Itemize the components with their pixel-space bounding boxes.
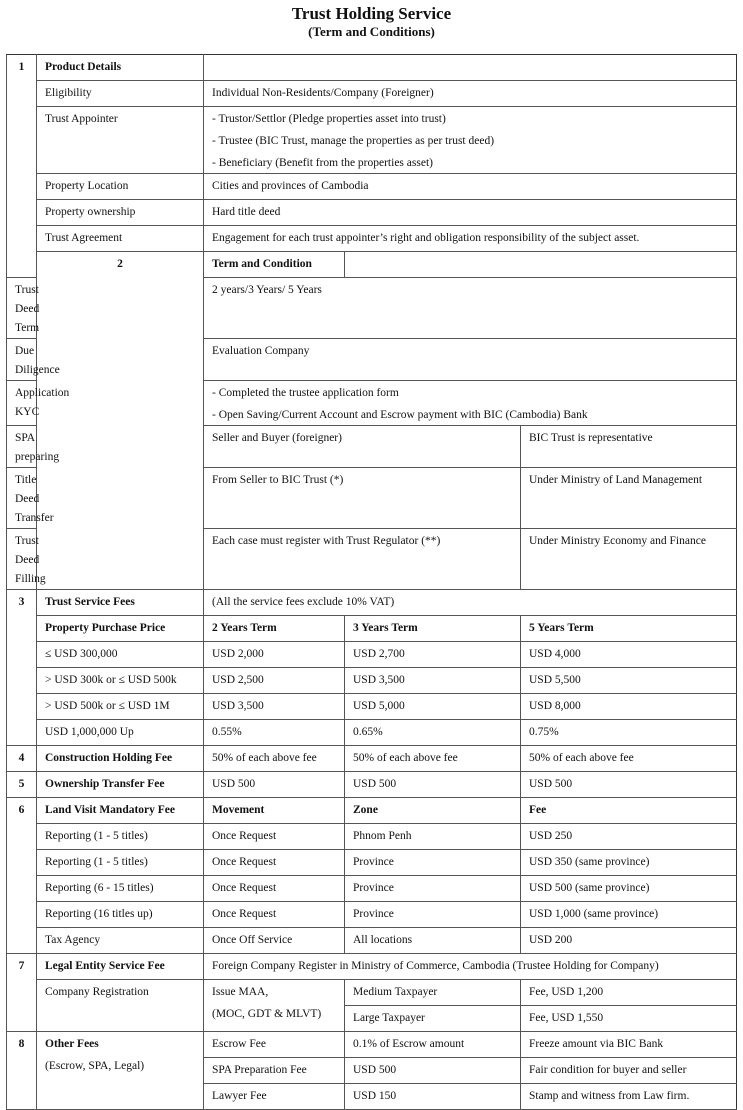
table-row — [7, 902, 737, 928]
list-item: - Beneficiary (Benefit from the properties asset) — [212, 157, 433, 169]
row-value: From Seller to BIC Trust (*) — [204, 468, 521, 529]
fee-5y: USD 4,000 — [521, 642, 737, 668]
list-item: - Trustee (BIC Trust, manage the properties as per trust deed) — [212, 135, 495, 147]
row-label: Trust Appointer — [37, 107, 204, 174]
visit-type: Tax Agency — [37, 928, 204, 954]
section-note: Foreign Company Register in Ministry of Commerce, Cambodia (Trustee Holding for Company) — [204, 954, 737, 980]
section-number: 2 — [37, 252, 204, 590]
section-title: Legal Entity Service Fee — [37, 954, 204, 980]
row-label: Trust Deed Term — [7, 278, 37, 339]
terms-table — [6, 54, 737, 1110]
taxpayer-type: Medium Taxpayer — [345, 980, 521, 1006]
fee-3y: USD 500 — [345, 772, 521, 798]
empty-cell — [345, 252, 737, 278]
movement: Once Request — [204, 824, 345, 850]
fee-note: Freeze amount via BIC Bank — [521, 1032, 737, 1058]
section-number: 7 — [7, 954, 37, 1032]
section-1-header-row — [7, 55, 737, 81]
row-label: Property Location — [37, 174, 204, 200]
fee-note: Fair condition for buyer and seller — [521, 1058, 737, 1084]
document-header — [0, 4, 743, 40]
fee-note: Stamp and witness from Law firm. — [521, 1084, 737, 1110]
table-row — [7, 850, 737, 876]
section-title: Land Visit Mandatory Fee — [37, 798, 204, 824]
row-value: Hard title deed — [204, 200, 737, 226]
table-row — [7, 824, 737, 850]
row-value-list — [204, 107, 737, 174]
fee: Fee, USD 1,200 — [521, 980, 737, 1006]
fee-5y: USD 5,500 — [521, 668, 737, 694]
section-number: 4 — [7, 746, 37, 772]
fee-amount: USD 150 — [345, 1084, 521, 1110]
fee: USD 500 (same province) — [521, 876, 737, 902]
table-row — [7, 876, 737, 902]
row-value-list — [204, 381, 737, 426]
column-header: 3 Years Term — [345, 616, 521, 642]
fee-5y: USD 8,000 — [521, 694, 737, 720]
row-note: BIC Trust is representative — [521, 426, 737, 468]
section-number: 6 — [7, 798, 37, 954]
section-subtitle: (Escrow, SPA, Legal) — [45, 1060, 145, 1072]
fee-2y: USD 3,500 — [204, 694, 345, 720]
table-row — [7, 81, 737, 107]
row-label: Eligibility — [37, 81, 204, 107]
visit-type: Reporting (1 - 5 titles) — [37, 850, 204, 876]
row-note: Under Ministry of Land Management — [521, 468, 737, 529]
section-title: Trust Service Fees — [37, 590, 204, 616]
fee-5y: 50% of each above fee — [521, 746, 737, 772]
row-value: Evaluation Company — [204, 339, 737, 381]
row-value: Cities and provinces of Cambodia — [204, 174, 737, 200]
movement: Once Off Service — [204, 928, 345, 954]
table-row — [7, 980, 737, 1006]
fee-3y: 50% of each above fee — [345, 746, 521, 772]
table-row — [7, 720, 737, 746]
issue-cell — [204, 980, 345, 1032]
column-header: 5 Years Term — [521, 616, 737, 642]
fee: USD 250 — [521, 824, 737, 850]
row-value: Individual Non-Residents/Company (Foreigner) — [204, 81, 737, 107]
issue-line: (MOC, GDT & MLVT) — [212, 1008, 322, 1020]
zone: Province — [345, 876, 521, 902]
fee-name: Lawyer Fee — [204, 1084, 345, 1110]
row-label: SPA preparing — [7, 426, 37, 468]
row-label: Application KYC — [7, 381, 37, 426]
fee-2y: USD 500 — [204, 772, 345, 798]
fee-amount: USD 500 — [345, 1058, 521, 1084]
zone: All locations — [345, 928, 521, 954]
fee-3y: USD 3,500 — [345, 668, 521, 694]
section-8-row — [7, 1032, 737, 1058]
column-header: Fee — [521, 798, 737, 824]
section-7-header-row — [7, 954, 737, 980]
list-item: - Completed the trustee application form — [212, 387, 399, 399]
row-label: Trust Agreement — [37, 226, 204, 252]
table-row — [7, 174, 737, 200]
column-header: Zone — [345, 798, 521, 824]
fee-3y: USD 2,700 — [345, 642, 521, 668]
row-note: Under Ministry Economy and Finance — [521, 529, 737, 590]
table-row — [7, 668, 737, 694]
document-title: Trust Holding Service — [291, 4, 452, 23]
movement: Once Request — [204, 902, 345, 928]
price-tier: USD 1,000,000 Up — [37, 720, 204, 746]
fee-2y: USD 2,500 — [204, 668, 345, 694]
section-6-header-row — [7, 798, 737, 824]
table-row — [7, 642, 737, 668]
row-label: Property ownership — [37, 200, 204, 226]
row-label: Company Registration — [37, 980, 204, 1032]
section-title: Other Fees — [45, 1038, 99, 1050]
visit-type: Reporting (16 titles up) — [37, 902, 204, 928]
table-row — [7, 107, 737, 174]
fee: USD 350 (same province) — [521, 850, 737, 876]
column-header: Property Purchase Price — [37, 616, 204, 642]
fee-3y: 0.65% — [345, 720, 521, 746]
fee-amount: 0.1% of Escrow amount — [345, 1032, 521, 1058]
row-label: Title Deed Transfer — [7, 468, 37, 529]
fee: USD 200 — [521, 928, 737, 954]
section-title: Product Details — [37, 55, 204, 81]
section-title: Term and Condition — [204, 252, 345, 278]
fee-5y: 0.75% — [521, 720, 737, 746]
fee-5y: USD 500 — [521, 772, 737, 798]
section-5-row — [7, 772, 737, 798]
fee-name: Escrow Fee — [204, 1032, 345, 1058]
empty-cell — [204, 55, 737, 81]
taxpayer-type: Large Taxpayer — [345, 1006, 521, 1032]
section-number: 8 — [7, 1032, 37, 1110]
price-tier: > USD 500k or ≤ USD 1M — [37, 694, 204, 720]
section-3-header-row — [7, 590, 737, 616]
movement: Once Request — [204, 850, 345, 876]
fee-2y: 50% of each above fee — [204, 746, 345, 772]
fee: Fee, USD 1,550 — [521, 1006, 737, 1032]
fee-2y: USD 2,000 — [204, 642, 345, 668]
section-2-header-row — [7, 252, 737, 278]
fee: USD 1,000 (same province) — [521, 902, 737, 928]
list-item: - Trustor/Settlor (Pledge properties asset into trust) — [212, 113, 446, 125]
row-value: Each case must register with Trust Regulator (**) — [204, 529, 521, 590]
column-header: 2 Years Term — [204, 616, 345, 642]
row-value: Seller and Buyer (foreigner) — [204, 426, 521, 468]
fee-3y: USD 5,000 — [345, 694, 521, 720]
column-header: Movement — [204, 798, 345, 824]
price-tier: > USD 300k or ≤ USD 500k — [37, 668, 204, 694]
section-number: 5 — [7, 772, 37, 798]
section-4-row — [7, 746, 737, 772]
issue-line: Issue MAA, — [212, 986, 269, 998]
price-tier: ≤ USD 300,000 — [37, 642, 204, 668]
table-row — [7, 226, 737, 252]
table-row — [7, 928, 737, 954]
row-value: Engagement for each trust appointer’s right and obligation responsibility of the subject asset. — [204, 226, 737, 252]
section-title: Ownership Transfer Fee — [37, 772, 204, 798]
table-row — [7, 694, 737, 720]
fee-table-header-row — [7, 616, 737, 642]
fee-2y: 0.55% — [204, 720, 345, 746]
document-subtitle: (Term and Conditions) — [308, 24, 435, 39]
section-number: 1 — [7, 55, 37, 278]
list-item: - Open Saving/Current Account and Escrow payment with BIC (Cambodia) Bank — [212, 409, 588, 421]
zone: Phnom Penh — [345, 824, 521, 850]
visit-type: Reporting (1 - 5 titles) — [37, 824, 204, 850]
row-label: Due Diligence — [7, 339, 37, 381]
row-label: Trust Deed Filling — [7, 529, 37, 590]
fee-name: SPA Preparation Fee — [204, 1058, 345, 1084]
visit-type: Reporting (6 - 15 titles) — [37, 876, 204, 902]
row-value: 2 years/3 Years/ 5 Years — [204, 278, 737, 339]
section-note: (All the service fees exclude 10% VAT) — [204, 590, 737, 616]
section-title: Construction Holding Fee — [37, 746, 204, 772]
zone: Province — [345, 902, 521, 928]
zone: Province — [345, 850, 521, 876]
section-title-cell — [37, 1032, 204, 1110]
table-row — [7, 200, 737, 226]
movement: Once Request — [204, 876, 345, 902]
section-number: 3 — [7, 590, 37, 746]
